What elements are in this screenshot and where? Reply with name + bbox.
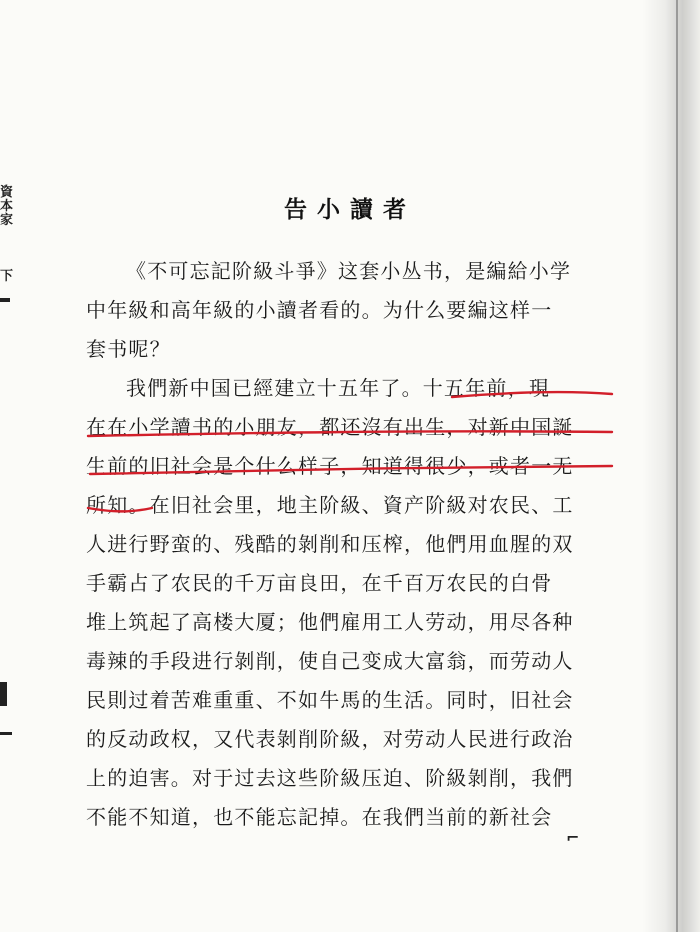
margin-fragment: 資 — [0, 185, 14, 200]
text-line: 人进行野蛮的、残酷的剝削和压榨，他們用血腥的双 — [86, 532, 574, 556]
margin-mark — [0, 732, 12, 735]
text-line: 《不可忘記阶級斗爭》这套小丛书，是編給小学 — [126, 259, 572, 283]
margin-mark — [0, 298, 10, 302]
page-title: 告小讀者 — [284, 197, 416, 224]
margin-mark — [0, 682, 7, 706]
text-line: 生前的旧社会是个什么样子，知道得很少，或者一无 — [86, 454, 574, 478]
text-line: 套书呢？ — [86, 337, 171, 361]
text-line: 上的迫害。对于过去这些阶級压迫、阶級剝削，我們 — [86, 766, 574, 790]
text-line: 民則过着苦难重重、不如牛馬的生活。同时，旧社会 — [86, 688, 574, 712]
text-line: 的反动政权，又代表剝削阶級，对劳动人民进行政治 — [86, 727, 574, 751]
text-line: 毒辣的手段进行剝削，使自己变成大富翁，而劳动人 — [86, 649, 574, 673]
text-line: 手霸占了农民的千万亩良田，在千百万农民的白骨 — [86, 571, 553, 595]
page-edge-line — [676, 0, 678, 932]
text-line: 在在小学讀书的小朋友，都还沒有出生，对新中国誕 — [86, 415, 574, 439]
corner-bracket-mark: ⌐ — [566, 828, 580, 847]
text-line: 不能不知道，也不能忘記掉。在我們当前的新社会 — [86, 805, 553, 829]
text-line: 所知。在旧社会里，地主阶級、資产阶級对农民、工 — [86, 493, 574, 517]
page-gutter-shadow — [642, 0, 700, 932]
body-text — [86, 252, 616, 837]
margin-fragment: 本 — [0, 199, 14, 214]
text-line: 中年級和高年級的小讀者看的。为什么要編这样一 — [86, 298, 553, 322]
margin-fragment: 下 — [0, 269, 14, 284]
text-line: 我們新中国已經建立十五年了。十五年前，現 — [126, 376, 550, 400]
margin-fragment: 家 — [0, 213, 14, 228]
text-line: 堆上筑起了高楼大厦；他們雇用工人劳动，用尽各种 — [86, 610, 574, 634]
